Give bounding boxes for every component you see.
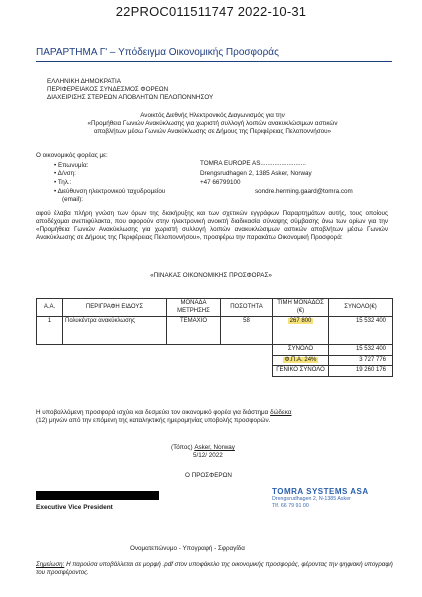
unit-price-highlight: 267 800 <box>289 318 312 324</box>
tender-intro <box>40 112 385 136</box>
intro-line: Ανοικτός Διεθνής Ηλεκτρονικός Διαγωνισμός για την <box>140 112 285 119</box>
field-address-label: • Δ/νση: <box>54 170 76 177</box>
summary-value-total: 15 532 400 <box>329 345 393 356</box>
date: 5/12/ 2022 <box>193 452 223 459</box>
body-paragraph: αφού έλαβα πλήρη γνώση των όρων της διακήρυξης και των σχετικών εγγράφων Παραρτημάτων αυτής, τους οποίους αποδέχομαι ανεπιφύλακτα, που αφορούν στην ηλεκτρονική ανοικτή διαδικασία σύναψης σύμβασης άνω των ορίων για την «Προμήθεια Γωνιών Ανακύκλωσης για χωριστή συλλογή λοιπών ανακυκλώσιμων αστικών αποβλήτων μέσω Γωνιών Ανακύκλωσης σε Δήμους της Περιφέρειας Πελοποννήσου», προσφέρω την παρακάτω Οικονομική Προσφορά: <box>36 210 388 241</box>
cell-description: Πολυκέντρα ανακύκλωσης <box>63 317 167 345</box>
header-aa: Α.Α. <box>37 299 63 317</box>
vat-highlight: Φ.Π.Α. 24% <box>284 356 317 363</box>
summary-label-vat <box>273 355 329 366</box>
place-value: Asker, Norway <box>194 444 235 451</box>
cell-aa: 1 <box>37 317 63 345</box>
annex-heading: ΠΑΡΑΡΤΗΜΑ Γ' – Υπόδειγμα Οικονομικής Προσφοράς <box>36 47 279 58</box>
table-row <box>37 317 393 345</box>
field-email-label: • Διεύθυνση ηλεκτρονικού ταχυδρομείου <box>54 188 166 195</box>
validity-duration: δώδεκα <box>270 409 292 416</box>
signature-line: Ονοματεπώνυμο - Υπογραφή - Σφραγίδα <box>130 545 245 552</box>
field-email-suffix: (email): <box>62 196 83 203</box>
header-unit-price: ΤΙΜΗ ΜΟΝΑΔΟΣ (€) <box>273 299 329 317</box>
header-quantity: ΠΟΣΟΤΗΤΑ <box>221 299 273 317</box>
field-phone-value: +47 66799100 <box>200 179 241 186</box>
submission-note: Σημείωση: Η παρούσα υποβάλλεται σε μορφή .pdf στον υποφάκελο της οικονομικής προσφοράς, φέροντας την ψηφιακή υπογραφή του προσφέροντος. <box>36 561 393 576</box>
redacted-name <box>36 491 159 500</box>
bidder-label: Ο ΠΡΟΣΦΕΡΩΝ <box>185 472 232 479</box>
field-phone-label: • Τηλ.: <box>54 179 72 186</box>
company-stamp <box>272 487 422 509</box>
intro-line: αποβλήτων μέσω Γωνιών Ανακύκλωσης σε Δήμους της Περιφέρειας Πελοποννήσου» <box>93 128 332 135</box>
signatory-title: Executive Vice President <box>36 504 113 511</box>
field-address-value: Drengsrudhagen 2, 1385 Asker, Norway <box>200 170 312 177</box>
authority-line: ΔΙΑΧΕΙΡΙΣΗΣ ΣΤΕΡΕΩΝ ΑΠΟΒΛΗΤΩΝ ΠΕΛΟΠΟΝΝΗΣΟΥ <box>47 94 214 101</box>
summary-label-total: ΣΥΝΟΛΟ <box>273 345 329 356</box>
summary-row <box>37 355 393 366</box>
summary-value-grand-total: 19 260 176 <box>329 366 393 377</box>
operator-label: Ο οικονομικός φορέας με: <box>36 152 108 159</box>
stamp-phone: Tlf. 66 79 91 00 <box>272 502 309 509</box>
summary-label-grand-total: ΓΕΝΙΚΟ ΣΥΝΟΛΟ <box>273 366 329 377</box>
note-label: Σημείωση: <box>36 561 65 568</box>
contracting-authority <box>47 78 213 102</box>
field-email-value: sondre.herming.gaard@tomra.com <box>255 188 353 195</box>
header-description: ΠΕΡΙΓΡΑΦΗ ΕΙΔΟΥΣ <box>63 299 167 317</box>
field-name-label: • Επωνυμία: <box>54 162 89 169</box>
header-total: ΣΥΝΟΛΟ(€) <box>329 299 393 317</box>
validity-statement: Η υποβαλλόμενη προσφορά ισχύει και δεσμεύει τον οικονομικό φορέα για διάστημα δώδεκα (12) μηνών από την επόμενη της καταληκτικής ημερομηνίας υποβολής προσφορών. <box>36 409 292 424</box>
cell-unit: ΤΕΜΑΧΙΟ <box>167 317 221 345</box>
summary-value-vat: 3 727 776 <box>329 355 393 366</box>
table-title: «ΠΙΝΑΚΑΣ ΟΙΚΟΝΟΜΙΚΗΣ ΠΡΟΣΦΟΡΑΣ» <box>150 272 272 279</box>
authority-line: ΕΛΛΗΝΙΚΗ ΔΗΜΟΚΡΑΤΙΑ <box>47 78 121 85</box>
place: (Τόπος) Asker, Norway <box>171 444 235 451</box>
stamp-brand: TOMRA SYSTEMS ASA <box>272 487 369 496</box>
heading-divider <box>36 61 392 62</box>
summary-row <box>37 366 393 377</box>
header-unit: ΜΟΝΑΔΑ ΜΕΤΡΗΣΗΣ <box>167 299 221 317</box>
authority-line: ΠΕΡΙΦΕΡΕΙΑΚΟΣ ΣΥΝΔΕΣΜΟΣ ΦΟΡΕΩΝ <box>47 86 169 93</box>
intro-line: «Προμήθεια Γωνιών Ανακύκλωσης για χωριστή συλλογή λοιπών ανακυκλώσιμων αστικών <box>87 120 338 127</box>
stamp-address: Drengsrudhagen 2, N-1385 Asker <box>272 496 351 502</box>
table-header-row <box>37 299 393 317</box>
cell-total: 15 532 400 <box>329 317 393 345</box>
cell-quantity: 58 <box>221 317 273 345</box>
document-id: 22PROC011511747 2022-10-31 <box>115 4 307 19</box>
cell-unit-price <box>273 317 329 345</box>
summary-row <box>37 345 393 356</box>
financial-offer-table <box>36 298 393 377</box>
field-name-value: TOMRA EUROPE AS.......................... <box>200 160 306 167</box>
